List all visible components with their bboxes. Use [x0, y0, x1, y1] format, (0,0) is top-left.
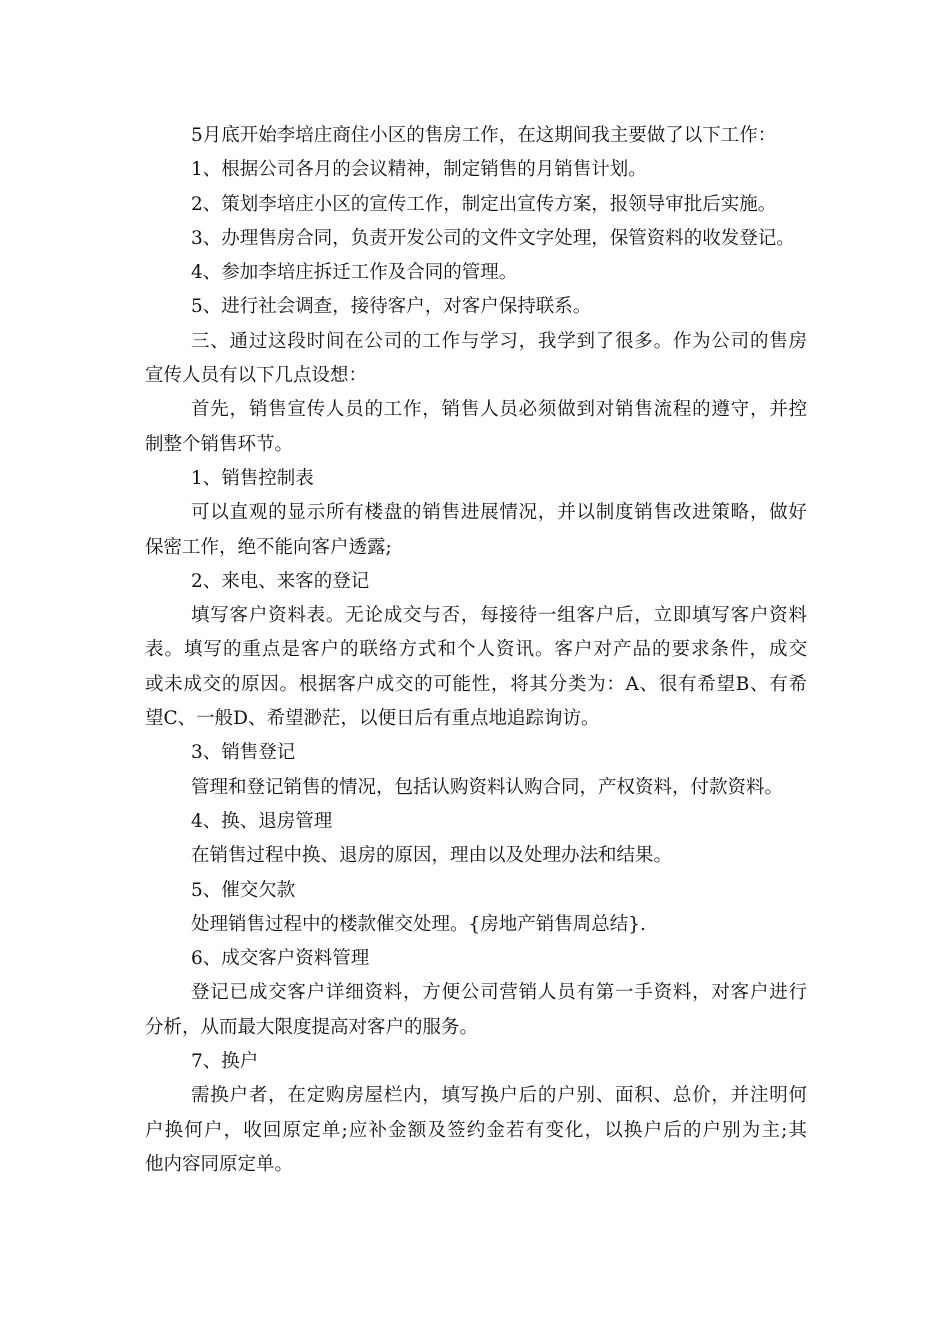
paragraph-line: 填写客户资料表。无论成交与否，每接待一组客户后，立即填写客户资料 — [191, 605, 807, 627]
subheading: 1、销售控制表 — [191, 467, 314, 489]
subheading: 6、成交客户资料管理 — [191, 948, 370, 970]
paragraph-line: 望C、一般D、希望渺茫，以便日后有重点地追踪询访。 — [145, 708, 600, 730]
paragraph-line: 宣传人员有以下几点设想： — [145, 365, 368, 387]
paragraph-line: 可以直观的显示所有楼盘的销售进展情况，并以制度销售改进策略，做好 — [191, 502, 807, 524]
paragraph-line: 处理销售过程中的楼款催交处理。{房地产销售周总结}. — [191, 913, 646, 935]
paragraph-line: 或未成交的原因。根据客户成交的可能性，将其分类为：A、很有希望B、有希 — [145, 673, 807, 695]
paragraph-line: 在销售过程中换、退房的原因，理由以及处理办法和结果。 — [191, 845, 673, 867]
paragraph-line: 户换何户，收回原定单;应补金额及签约金若有变化，以换户后的户别为主;其 — [145, 1119, 807, 1141]
list-item: 5、进行社会调查，接待客户，对客户保持联系。 — [191, 296, 592, 318]
paragraph-line: 分析，从而最大限度提高对客户的服务。 — [145, 1016, 479, 1038]
paragraph-line: 管理和登记销售的情况，包括认购资料认购合同，产权资料，付款资料。 — [191, 776, 784, 798]
document-body — [145, 119, 807, 1182]
paragraph-line: 首先，销售宣传人员的工作，销售人员必须做到对销售流程的遵守，并控 — [191, 399, 807, 421]
list-item: 2、策划李培庄小区的宣传工作，制定出宣传方案，报领导审批后实施。 — [191, 193, 777, 215]
subheading: 5、催交欠款 — [191, 879, 296, 901]
paragraph-line: 表。填写的重点是客户的联络方式和个人资讯。客户对产品的要求条件，成交 — [145, 639, 807, 661]
list-item: 4、参加李培庄拆迁工作及合同的管理。 — [191, 262, 518, 284]
subheading: 7、换户 — [191, 1051, 259, 1073]
subheading: 2、来电、来客的登记 — [191, 570, 370, 592]
list-item: 3、办理售房合同，负责开发公司的文件文字处理，保管资料的收发登记。 — [191, 227, 795, 249]
subheading: 4、换、退房管理 — [191, 810, 333, 832]
list-item: 1、根据公司各月的会议精神，制定销售的月销售计划。 — [191, 159, 647, 181]
paragraph-line: 制整个销售环节。 — [145, 433, 294, 455]
paragraph-line: 需换户者，在定购房屋栏内，填写换户后的户别、面积、总价，并注明何 — [191, 1085, 807, 1107]
paragraph-line: 他内容同原定单。 — [145, 1153, 294, 1175]
section-heading-line: 三、通过这段时间在公司的工作与学习，我学到了很多。作为公司的售房 — [191, 330, 807, 352]
paragraph-line: 5月底开始李培庄商住小区的售房工作，在这期间我主要做了以下工作： — [191, 125, 777, 146]
paragraph-line: 登记已成交客户详细资料，方便公司营销人员有第一手资料，对客户进行 — [191, 982, 807, 1004]
paragraph-line: 保密工作，绝不能向客户透露; — [145, 536, 392, 558]
subheading: 3、销售登记 — [191, 742, 296, 764]
